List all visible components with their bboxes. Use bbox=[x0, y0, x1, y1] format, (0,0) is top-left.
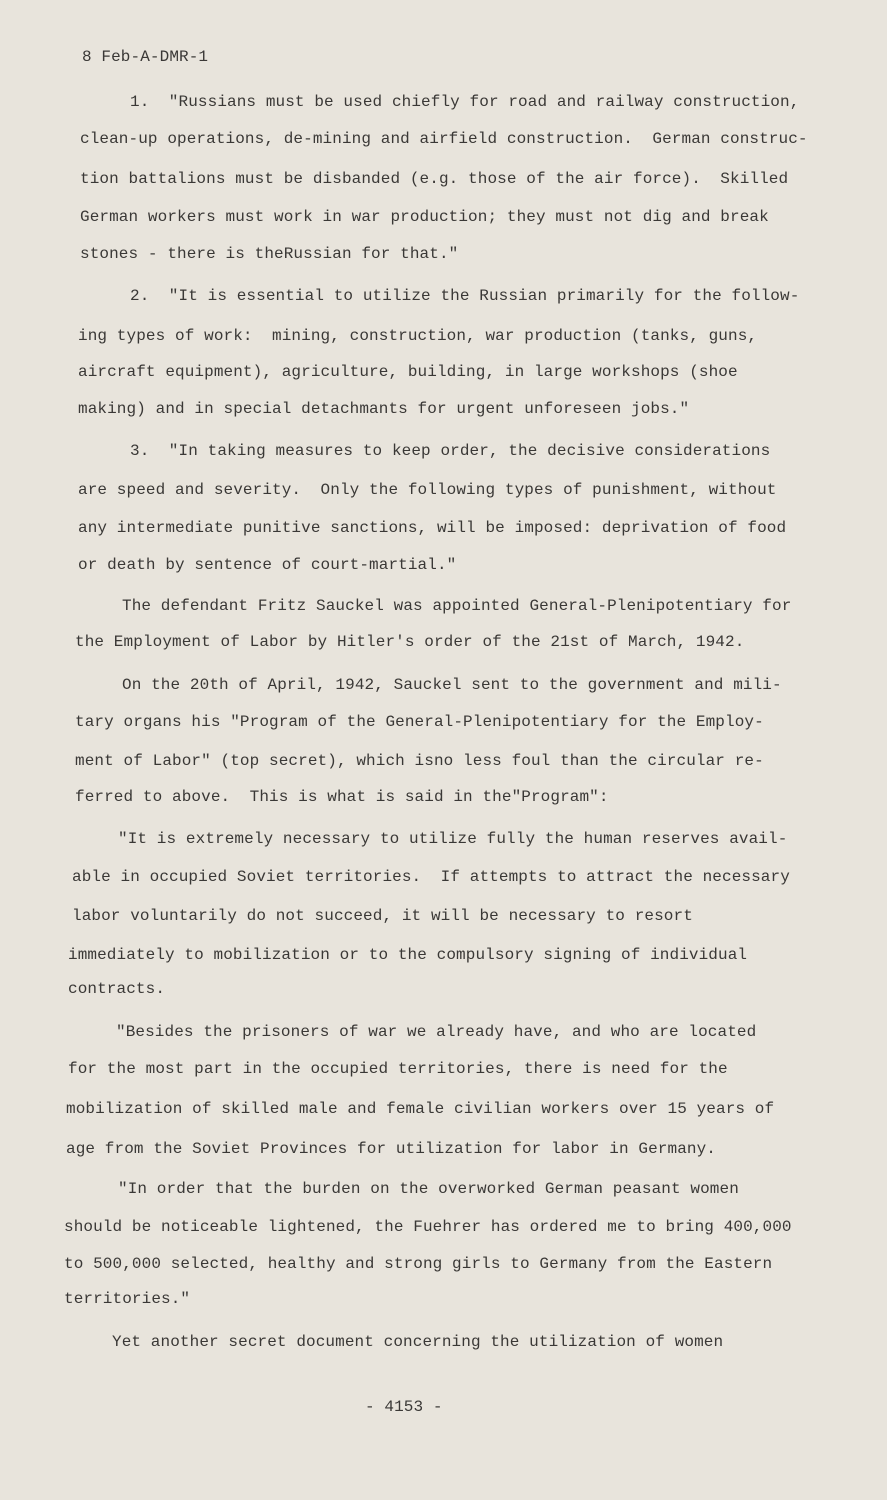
text-line: the Employment of Labor by Hitler's order of the 21st of March, 1942. bbox=[75, 633, 745, 651]
text-line: are speed and severity. Only the following types of punishment, without bbox=[78, 481, 777, 499]
text-line: contracts. bbox=[68, 980, 166, 998]
text-line: clean-up operations, de-mining and airfield construction. German construc- bbox=[80, 130, 808, 148]
page-number: - 4153 - bbox=[365, 1398, 443, 1416]
text-line: "It is extremely necessary to utilize fully the human reserves avail- bbox=[118, 830, 788, 848]
text-line: any intermediate punitive sanctions, will be imposed: deprivation of food bbox=[78, 519, 787, 537]
text-line: "Besides the prisoners of war we already have, and who are located bbox=[116, 1023, 757, 1041]
text-line: stones - there is theRussian for that." bbox=[80, 245, 459, 263]
text-line: territories." bbox=[64, 1290, 191, 1308]
text-line: immediately to mobilization or to the compulsory signing of individual bbox=[68, 946, 748, 964]
text-line: The defendant Fritz Sauckel was appointed General-Plenipotentiary for bbox=[122, 597, 792, 615]
text-line: "In order that the burden on the overworked German peasant women bbox=[118, 1180, 739, 1198]
text-line: age from the Soviet Provinces for utilization for labor in Germany. bbox=[66, 1140, 717, 1158]
text-line: tary organs his "Program of the General-Plenipotentiary for the Employ- bbox=[75, 713, 764, 731]
document-header: 8 Feb-A-DMR-1 bbox=[82, 48, 209, 66]
text-line: 2. "It is essential to utilize the Russian primarily for the follow- bbox=[130, 287, 800, 305]
text-line: 1. "Russians must be used chiefly for road and railway construction, bbox=[130, 93, 800, 111]
text-line: able in occupied Soviet territories. If attempts to attract the necessary bbox=[72, 868, 790, 886]
text-line: aircraft equipment), agriculture, building, in large workshops (shoe bbox=[78, 363, 738, 381]
text-line: making) and in special detachmants for urgent unforeseen jobs." bbox=[78, 400, 690, 418]
text-line: tion battalions must be disbanded (e.g. those of the air force). Skilled bbox=[80, 170, 789, 188]
text-line: German workers must work in war production; they must not dig and break bbox=[80, 208, 769, 226]
text-line: for the most part in the occupied territories, there is need for the bbox=[68, 1060, 728, 1078]
text-line: labor voluntarily do not succeed, it will be necessary to resort bbox=[72, 907, 693, 925]
text-line: ferred to above. This is what is said in the"Program": bbox=[75, 788, 609, 806]
text-line: Yet another secret document concerning the utilization of women bbox=[112, 1333, 724, 1351]
text-line: 3. "In taking measures to keep order, the decisive considerations bbox=[130, 442, 771, 460]
text-line: mobilization of skilled male and female civilian workers over 15 years of bbox=[66, 1100, 775, 1118]
text-line: to 500,000 selected, healthy and strong girls to Germany from the Eastern bbox=[64, 1255, 773, 1273]
text-line: or death by sentence of court-martial." bbox=[78, 556, 457, 574]
text-line: On the 20th of April, 1942, Sauckel sent to the government and mili- bbox=[122, 676, 782, 694]
text-line: ing types of work: mining, construction, war production (tanks, guns, bbox=[78, 327, 758, 345]
text-line: should be noticeable lightened, the Fuehrer has ordered me to bring 400,000 bbox=[64, 1218, 792, 1236]
text-line: ment of Labor" (top secret), which isno less foul than the circular re- bbox=[75, 752, 764, 770]
